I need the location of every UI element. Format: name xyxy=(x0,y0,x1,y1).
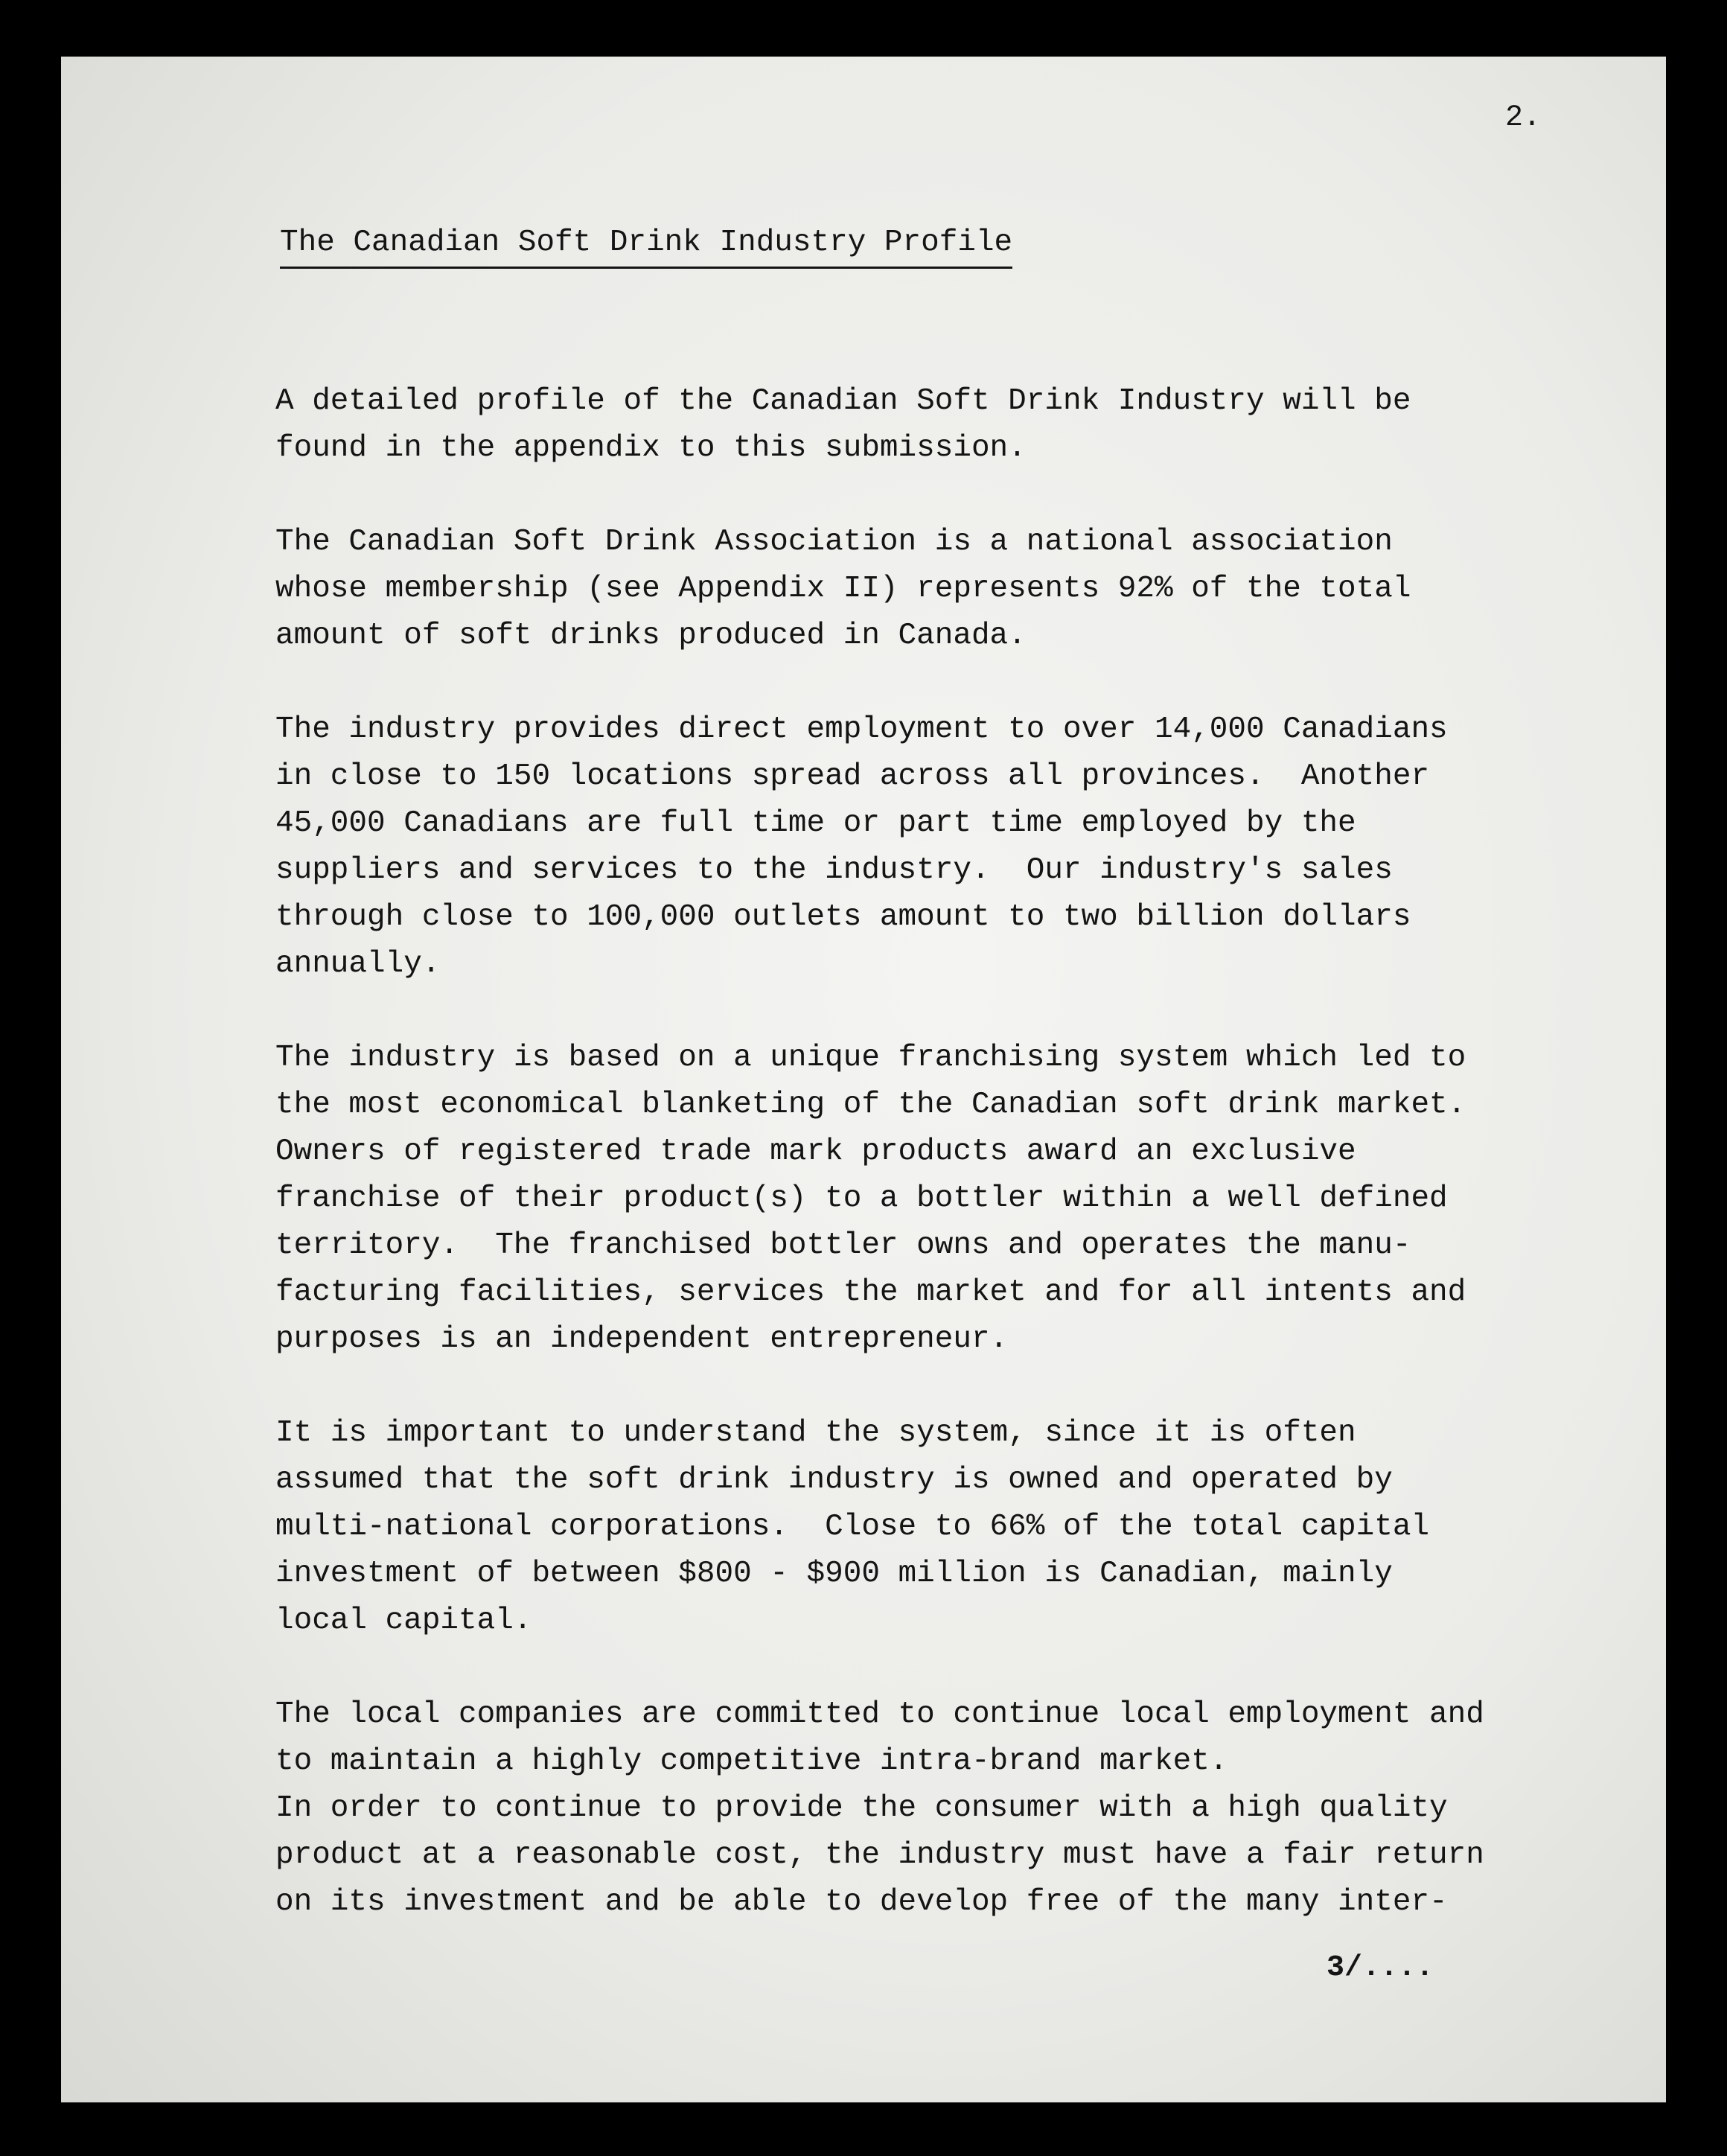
document-page xyxy=(61,57,1666,2102)
text-line: purposes is an independent entrepreneur. xyxy=(275,1322,1009,1356)
paragraph xyxy=(275,707,1630,988)
document-title: The Canadian Soft Drink Industry Profile xyxy=(280,220,1012,269)
text-line: amount of soft drinks produced in Canada. xyxy=(275,619,1027,653)
text-line: territory. The franchised bottler owns and operates the manu- xyxy=(275,1228,1411,1263)
text-line: on its investment and be able to develop free of the many inter- xyxy=(275,1885,1448,1919)
paragraph xyxy=(275,378,1630,472)
text-line: franchise of their product(s) to a bottler within a well defined xyxy=(275,1181,1448,1216)
text-line: to maintain a highly competitive intra-brand market. xyxy=(275,1744,1228,1779)
text-line: The industry provides direct employment to over 14,000 Canadians xyxy=(275,712,1448,747)
paragraph xyxy=(275,1410,1630,1645)
text-line: the most economical blanketing of the Canadian soft drink market. xyxy=(275,1088,1466,1122)
text-line: facturing facilities, services the market and for all intents and xyxy=(275,1275,1466,1310)
text-line: through close to 100,000 outlets amount to two billion dollars xyxy=(275,900,1411,934)
page-number: 2. xyxy=(1505,101,1542,135)
text-line: 45,000 Canadians are full time or part time employed by the xyxy=(275,806,1356,841)
text-line: The Canadian Soft Drink Association is a national association xyxy=(275,525,1393,559)
text-line: The industry is based on a unique franchising system which led to xyxy=(275,1041,1466,1075)
text-line: In order to continue to provide the consumer with a high quality xyxy=(275,1791,1448,1825)
text-line: investment of between $800 - $900 million is Canadian, mainly xyxy=(275,1557,1393,1591)
text-line: local capital. xyxy=(275,1604,532,1638)
continuation-mark: 3/.... xyxy=(1327,1951,1434,1985)
text-line: product at a reasonable cost, the industry must have a fair return xyxy=(275,1838,1484,1872)
text-line: in close to 150 locations spread across all provinces. Another xyxy=(275,759,1430,794)
text-line: assumed that the soft drink industry is owned and operated by xyxy=(275,1463,1393,1497)
text-line: The local companies are committed to continue local employment and xyxy=(275,1697,1484,1732)
paragraph xyxy=(275,519,1630,660)
text-line: annually. xyxy=(275,947,441,981)
document-body xyxy=(275,378,1630,1926)
paragraph xyxy=(275,1691,1630,1926)
text-line: It is important to understand the system, since it is often xyxy=(275,1416,1356,1450)
text-line: A detailed profile of the Canadian Soft Drink Industry will be xyxy=(275,384,1411,418)
paragraph xyxy=(275,1035,1630,1363)
text-line: multi-national corporations. Close to 66% of the total capital xyxy=(275,1510,1430,1544)
text-line: suppliers and services to the industry. Our industry's sales xyxy=(275,853,1393,887)
text-line: Owners of registered trade mark products award an exclusive xyxy=(275,1135,1356,1169)
text-line: found in the appendix to this submission. xyxy=(275,431,1027,465)
text-line: whose membership (see Appendix II) represents 92% of the total xyxy=(275,572,1411,606)
